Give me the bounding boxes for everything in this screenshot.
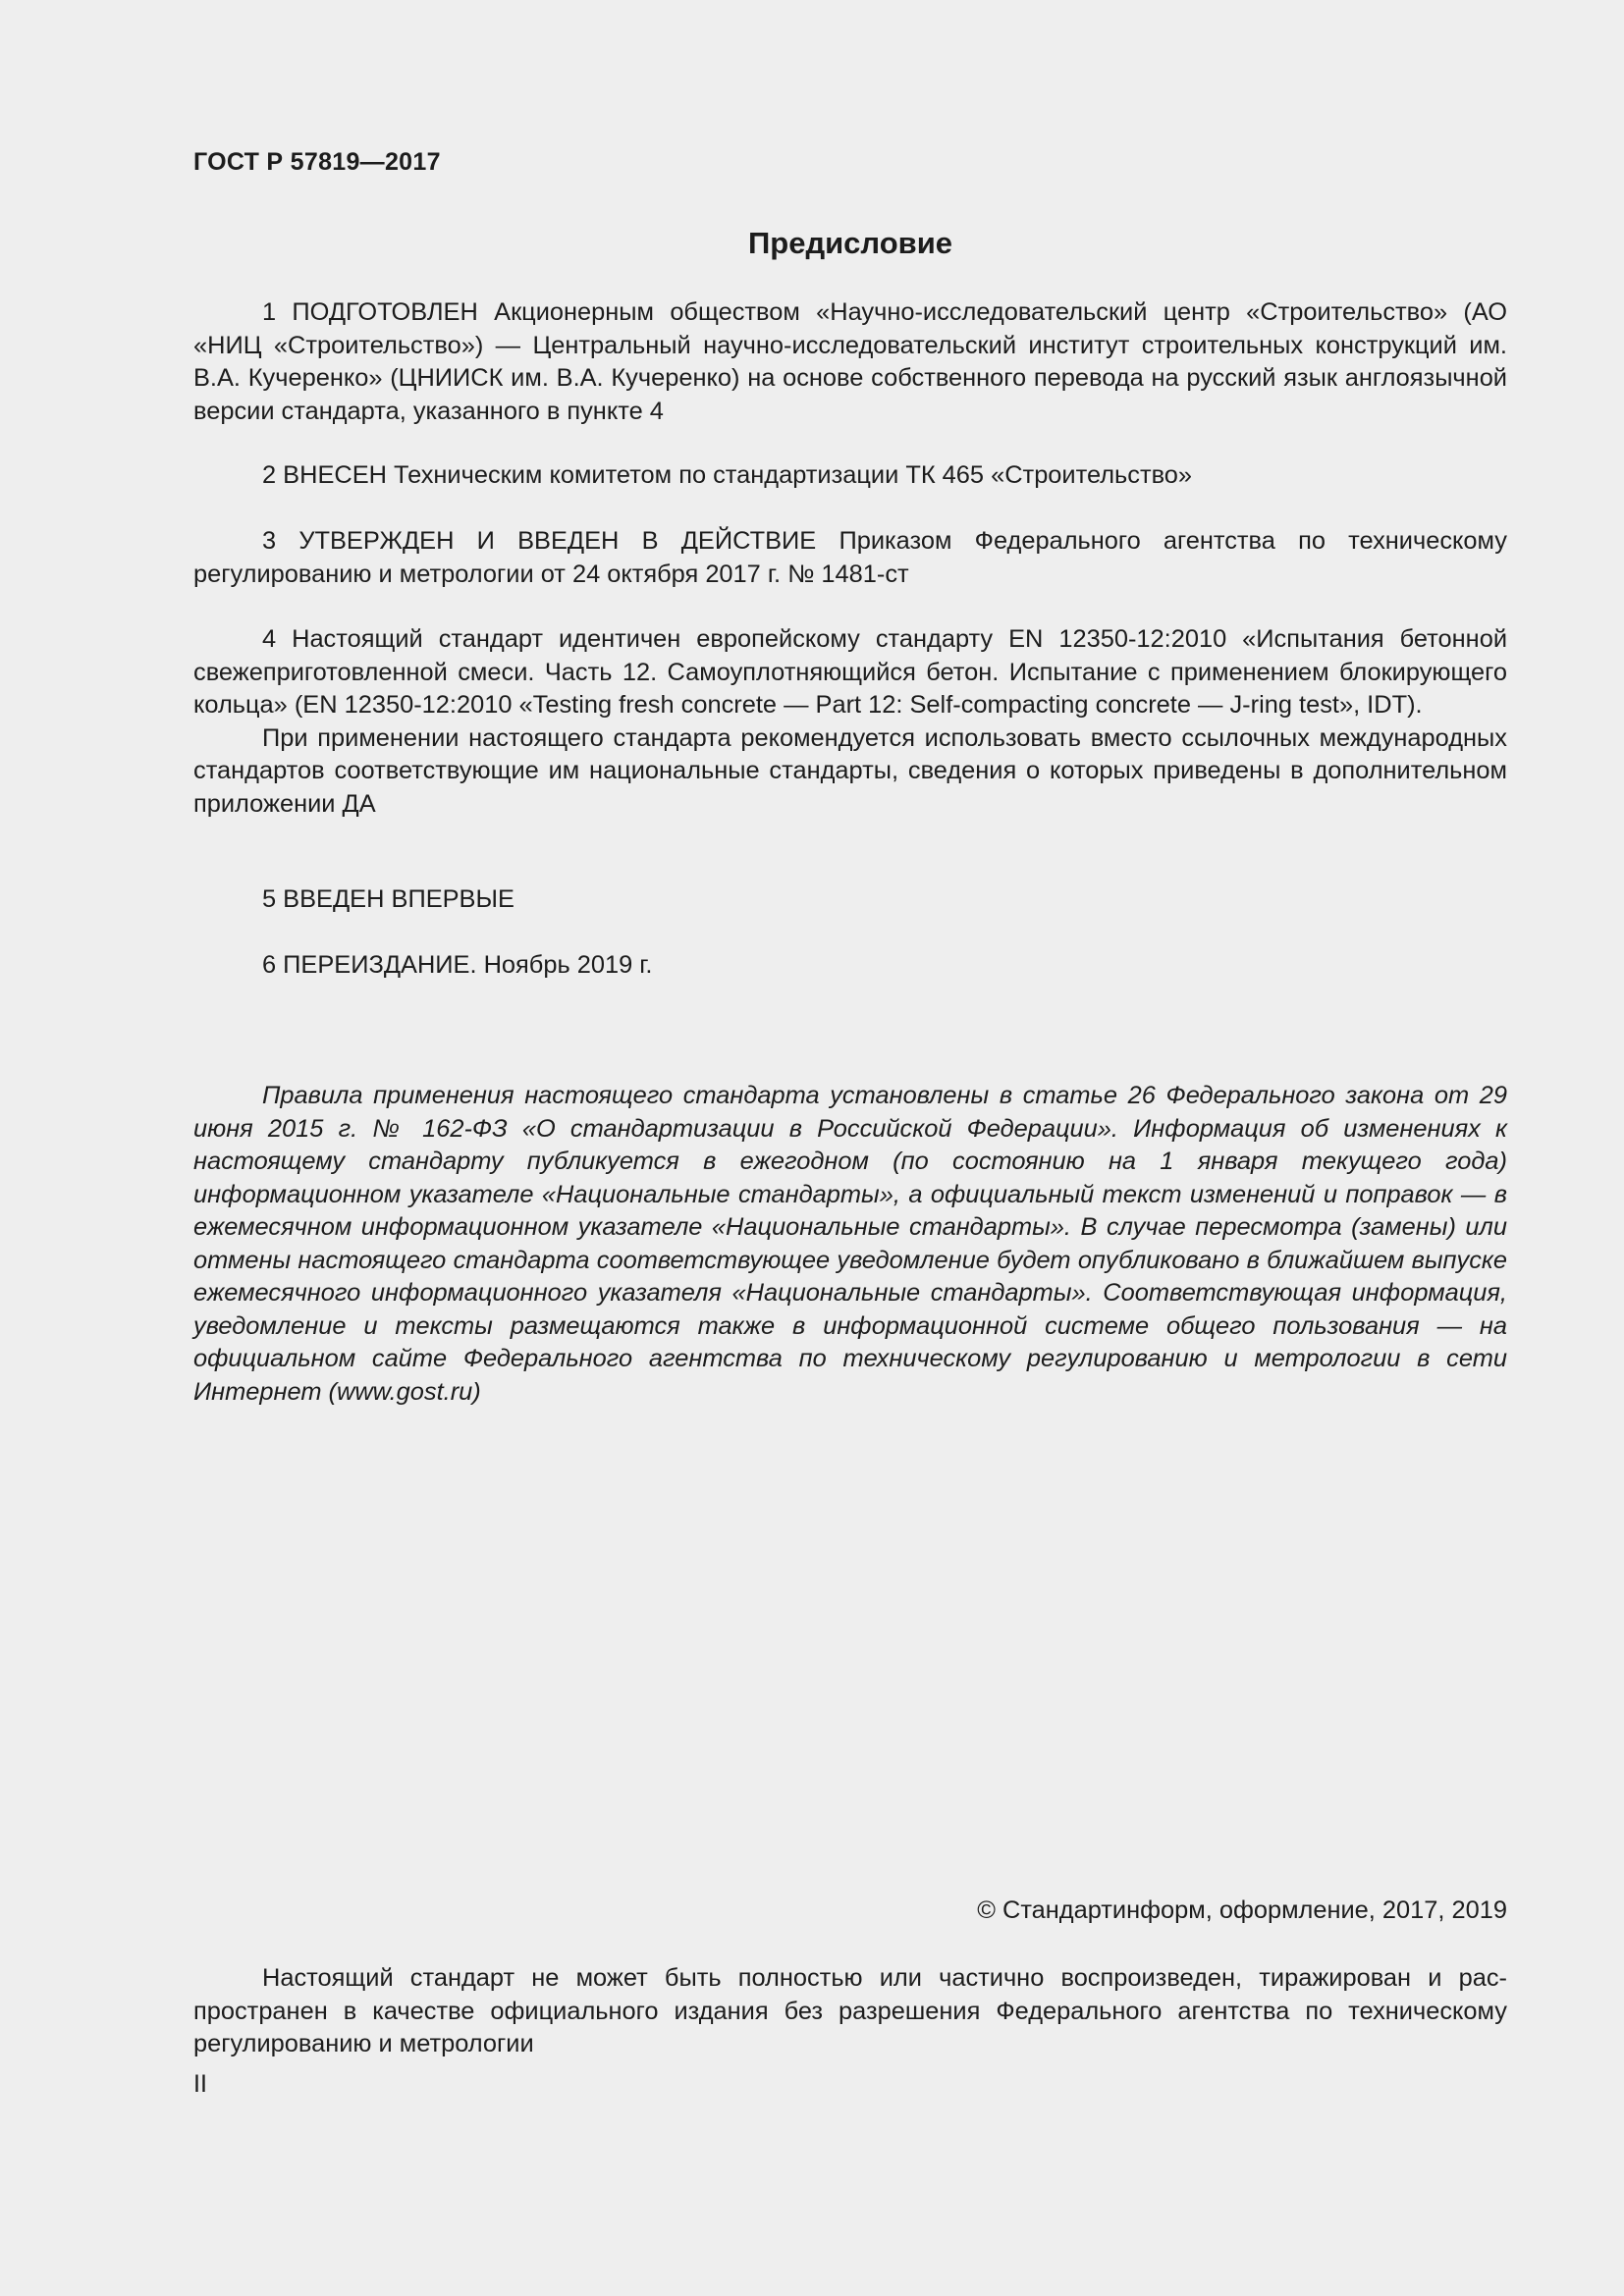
reproduction-notice [193,1962,1507,2061]
reproduction-notice-text: Настоящий стандарт не может быть полностью или частично воспроизведен, тиражирован и распространен в качестве официального издания без разрешения Федерального агентства по техническому регулированию и метрологии [193,1964,1507,2057]
preface-item-4-note: При применении настоящего стандарта рекомендуется использовать вместо ссылочных международных стандартов соответствующие им национальные стандарты, сведения о которых приведены в дополнительном приложении ДА [193,723,1507,818]
preface-item-3-text: 3 УТВЕРЖДЕН И ВВЕДЕН В ДЕЙСТВИЕ Приказом Федерального агентства по техническому регулированию и метрологии от 24 октября 2017 г. № 1481-ст [193,527,1507,588]
preface-item-3 [193,525,1507,591]
preface-item-2 [193,459,1507,493]
preface-item-6 [193,949,1507,983]
document-code: ГОСТ Р 57819—2017 [193,148,441,176]
preface-item-6-text: 6 ПЕРЕИЗДАНИЕ. Ноябрь 2019 г. [262,951,653,979]
copyright-line: © Стандартинформ, оформление, 2017, 2019 [977,1896,1507,1924]
preface-item-5 [193,883,1507,917]
page-number: II [193,2070,207,2098]
preface-item-2-text: 2 ВНЕСЕН Техническим комитетом по стандартизации ТК 465 «Строительство» [262,461,1193,489]
preface-title: Предисловие [747,226,952,260]
application-rules-text: Правила применения настоящего стандарта установлены в статье 26 Федерального закона от 29 июня 2015 г. № 162-ФЗ «О стандартизации в Российской Федерации». Информация об изменениях к настоящему стандарту публикуется в ежегодном (по состоянию на 1 января текущего года) информационном указателе «Национальные стандарты», а официальный текст изменений и поправок — в ежемесячном информационном указателе «Национальные стандарты». В случае пересмотра (замены) или отмены настоящего стандарта соответствующее уведомление будет опубликовано в ближайшем выпуске ежемесячного информационного указателя «Национальные стандарты». Соответствующая информация, уведомление и тексты размещаются также в информационной системе общего пользования — на официальном сайте Федерального агентства по техническому регулированию и метрологии в сети Интернет (www.gost.ru) [193,1082,1507,1406]
preface-item-5-text: 5 ВВЕДЕН ВПЕРВЫЕ [262,885,514,913]
preface-item-1 [193,296,1507,428]
preface-item-1-text: 1 ПОДГОТОВЛЕН Акционерным обществом «Научно-исследовательский центр «Строительство» (АО «НИЦ «Строительство») — Центральный научно-исследовательский институт строительных конструкций им. В.А. Кучеренко» (ЦНИИСК им. В.А. Кучеренко) на основе собственного перевода на русский язык англоязычной версии стандарта, указанного в пункте 4 [193,298,1507,425]
preface-item-4-text: 4 Настоящий стандарт идентичен европейскому стандарту EN 12350-12:2010 «Испытания бетонной свежеприготовленной смеси. Часть 12. Самоуплотняющийся бетон. Испытание с применением блокирующего кольца» (EN 12350-12:2010 «Testing fresh concrete — Part 12: Self-compacting concrete — J-ring test», IDT). [193,625,1507,719]
preface-item-4 [193,623,1507,821]
application-rules-notice [193,1080,1507,1409]
